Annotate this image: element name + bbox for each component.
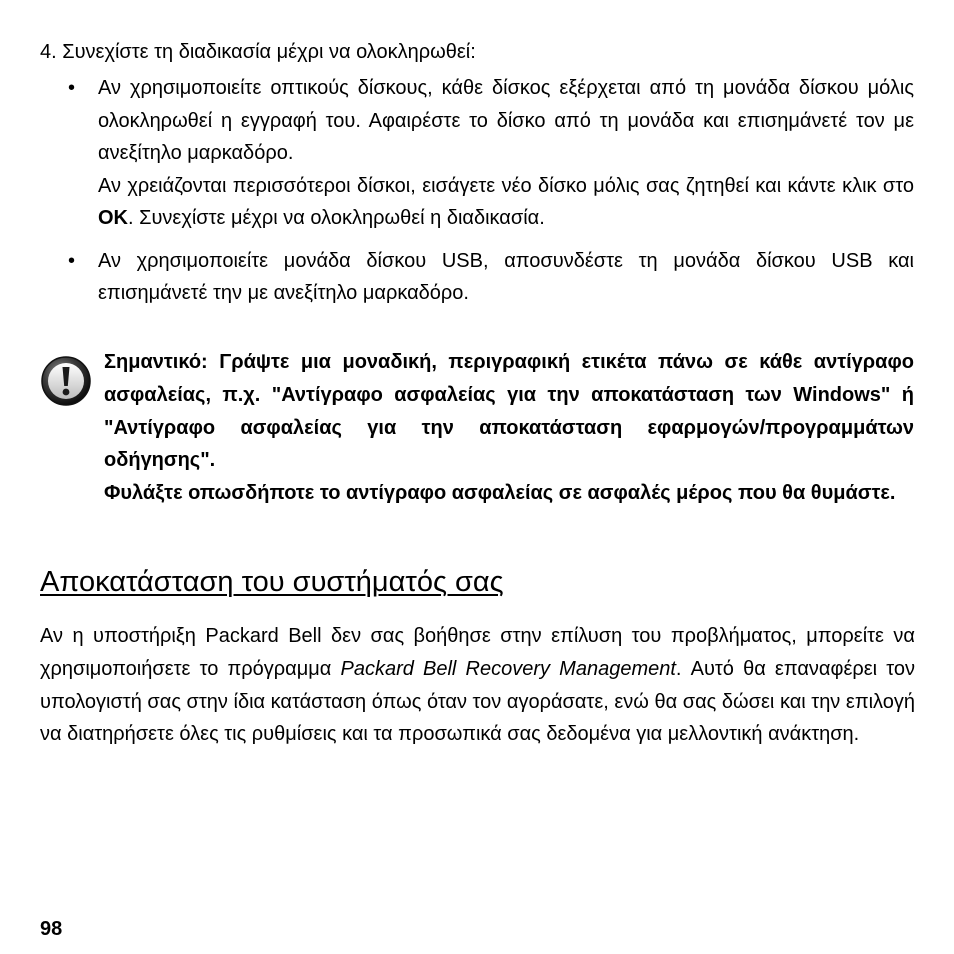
- section-title: Αποκατάσταση του συστήματός σας: [40, 566, 504, 598]
- page-number: 98: [40, 918, 63, 940]
- important-note: [104, 346, 914, 510]
- bullet-paragraph: Αν χρησιμοποιείτε οπτικούς δίσκους, κάθε δίσκος εξέρχεται από τη μονάδα δίσκου μόλις ολοκληρωθεί η εγγραφή του. Αφαιρέστε το δίσκο από τη μονάδα και επισημάνετέ τον με ανεξίτηλο μαρκαδόρο.: [98, 77, 914, 164]
- bullet-marker: •: [68, 249, 76, 272]
- warning-icon: [40, 355, 92, 407]
- text-run: Αν η υποστήριξη Packard Bell δεν σας βοήθησε στην επίλυση του προβλήματος, μπορείτε να χρησιμοποιήσετε το πρόγραμμα: [40, 625, 915, 680]
- text-run: . Συνεχίστε μέχρι να ολοκληρωθεί η διαδικασία.: [128, 207, 545, 229]
- bullet-marker: •: [68, 77, 76, 99]
- bullet-paragraph-more-discs: [98, 170, 914, 235]
- note-paragraph-label: Σημαντικό: Γράψτε μια μοναδική, περιγραφική ετικέτα πάνω σε κάθε αντίγραφο ασφαλείας, π.χ. "Αντίγραφο ασφαλείας για την αποκατάσταση των Windows" ή "Αντίγραφο ασφαλείας για την αποκατάσταση εφαρμογών/προγραμμάτων οδήγησης".: [104, 351, 914, 472]
- section-body: [40, 620, 915, 751]
- ok-label: OK: [98, 207, 128, 229]
- program-name: Packard Bell Recovery Management: [340, 657, 676, 680]
- note-paragraph-storage: Φυλάξτε οπωσδήποτε το αντίγραφο ασφαλείας σε ασφαλές μέρος που θα θυμάστε.: [104, 482, 896, 505]
- bullet-list: [0, 72, 954, 320]
- step-4-text: 4. Συνεχίστε τη διαδικασία μέχρι να ολοκληρωθεί:: [40, 41, 476, 63]
- text-run: . Αυτό θα επαναφέρει τον υπολογιστή σας στην ίδια κατάσταση όπως όταν τον αγοράσατε, ενώ θα σας δώσει και την επιλογή να διατηρήσετε όλες τις ρυθμίσεις και τα προσωπικά σας δεδομένα για μελλοντική ανάκτηση.: [40, 657, 915, 746]
- text-run: Αν χρειάζονται περισσότεροι δίσκοι, εισάγετε νέο δίσκο μόλις σας ζητηθεί και κάντε κλικ στο: [98, 174, 914, 197]
- bullet-item-optical-discs: [0, 72, 914, 235]
- bullet-item-usb-drive: [0, 245, 914, 310]
- bullet-paragraph: Αν χρησιμοποιείτε μονάδα δίσκου USB, αποσυνδέστε τη μονάδα δίσκου USB και επισημάνετέ την με ανεξίτηλο μαρκαδόρο.: [98, 249, 914, 304]
